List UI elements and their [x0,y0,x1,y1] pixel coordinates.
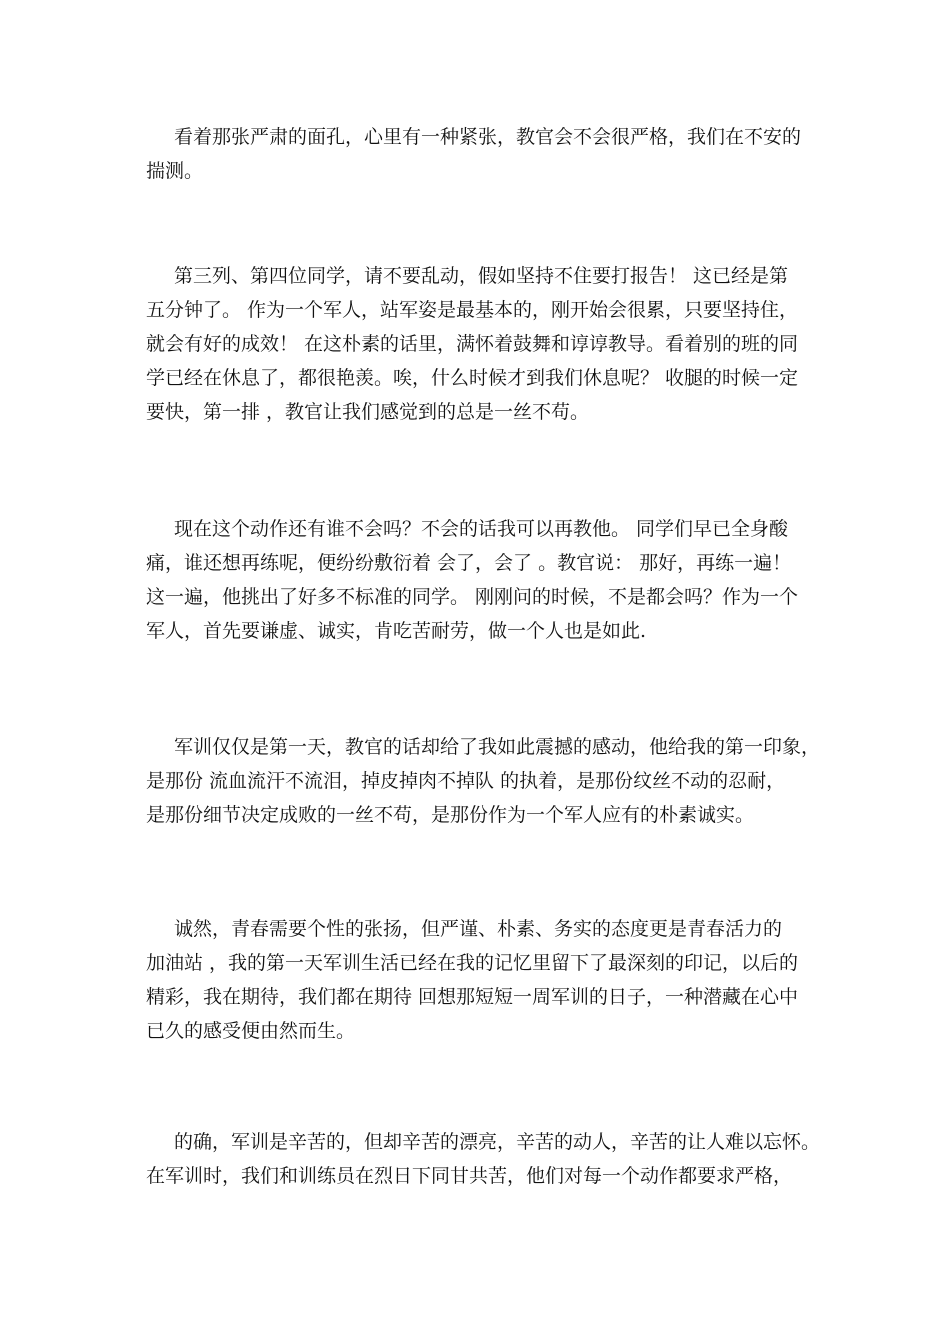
text-line: 要快，第一排 ，教官让我们感觉到的总是一丝不苟。 [146,401,590,423]
text-line: 精彩，我在期待，我们都在期待 回想那短短一周军训的日子，一种潜藏在心中 [146,986,799,1008]
paragraph-5 [146,912,826,1048]
paragraph-1 [146,120,826,188]
text-line: 痛，谁还想再练呢，便纷纷敷衍着 会了，会了 。教官说： 那好，再练一遍！ [146,552,792,574]
text-line: 在军训时，我们和训练员在烈日下同甘共苦，他们对每一个动作都要求严格， [146,1165,793,1187]
text-line: 这一遍，他挑出了好多不标准的同学。 刚刚问的时候，不是都会吗？作为一个 [146,586,799,608]
text-line: 就会有好的成效！ 在这朴素的话里，满怀着鼓舞和谆谆教导。看着别的班的同 [146,333,799,355]
text-line: 揣测。 [146,160,204,182]
text-line: 诚然，青春需要个性的张扬，但严谨、朴素、务实的态度更是青春活力的 [174,918,783,940]
text-line: 军人，首先要谦虚、诚实，肯吃苦耐劳，做一个人也是如此. [146,620,647,642]
text-line: 军训仅仅是第一天，教官的话却给了我如此震撼的感动，他给我的第一印象， [174,736,821,758]
paragraph-4 [146,730,826,832]
text-line: 是那份 流血流汗不流泪，掉皮掉肉不掉队 的执着，是那份纹丝不动的忍耐， [146,770,786,792]
text-line: 的确，军训是辛苦的，但却辛苦的漂亮，辛苦的动人，辛苦的让人难以忘怀。 [174,1131,821,1153]
text-line: 已久的感受便由然而生。 [146,1020,356,1042]
paragraph-3 [146,512,826,648]
paragraph-6 [146,1125,826,1193]
text-line: 学已经在休息了，都很艳羡。唉，什么时候才到我们休息呢？ 收腿的时候一定 [146,367,799,389]
text-line: 第三列、第四位同学，请不要乱动，假如坚持不住要打报告！ 这已经是第 [174,265,789,287]
paragraph-2 [146,259,826,429]
text-line: 看着那张严肃的面孔，心里有一种紧张，教官会不会很严格，我们在不安的 [174,126,802,148]
text-line: 加油站 ，我的第一天军训生活已经在我的记忆里留下了最深刻的印记，以后的 [146,952,799,974]
text-line: 现在这个动作还有谁不会吗？不会的话我可以再教他。 同学们早已全身酸 [174,518,789,540]
text-line: 是那份细节决定成败的一丝不苟，是那份作为一个军人应有的朴素诚实。 [146,804,755,826]
text-line: 五分钟了。 作为一个军人，站军姿是最基本的，刚开始会很累，只要坚持住， [146,299,799,321]
